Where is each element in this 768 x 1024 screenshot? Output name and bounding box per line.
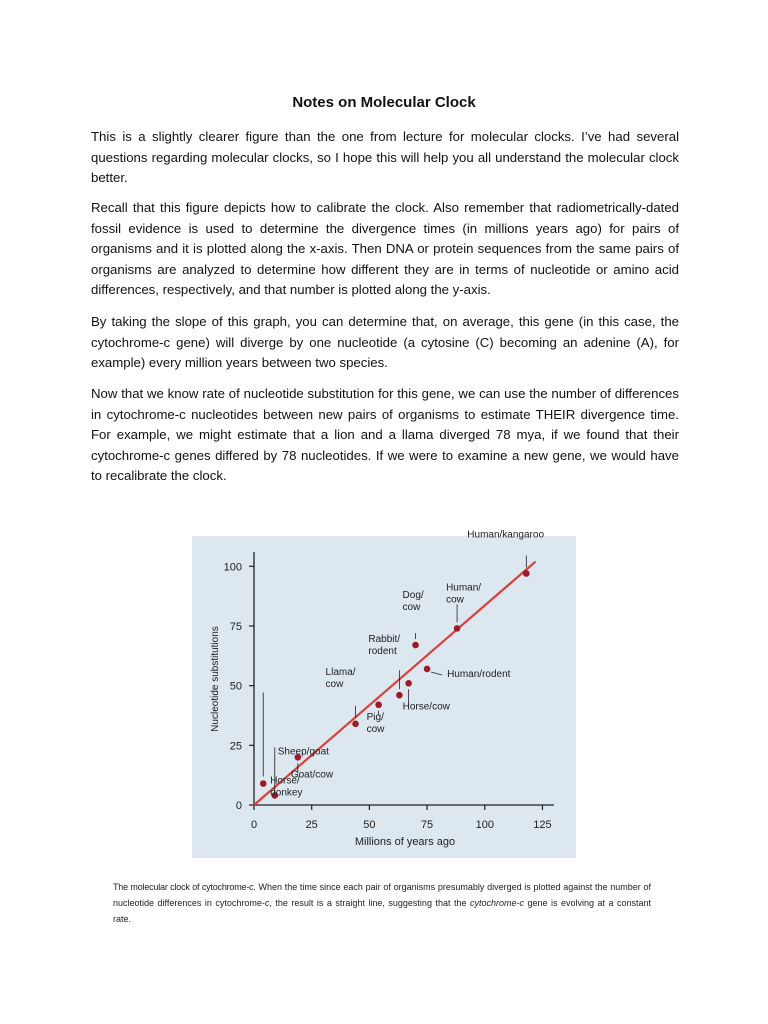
chart-y-tick-label: 0 (235, 800, 242, 812)
chart-x-axis-label: Millions of years ago (354, 836, 456, 848)
chart-point-label (367, 712, 386, 735)
chart-point-label (446, 582, 481, 605)
chart-point-label (326, 667, 356, 690)
paragraph-substitution-rate: Now that we know rate of nucleotide substitution for this gene, we can use the number of differences in cytochrome-c nucleotides between new pairs of organisms to estimate THEIR divergence time. For example, we might estimate that a lion and a llama diverged 78 mya, if we found that their cytochrome-c genes differed by 78 nucleotides. If we were to examine a new gene, we would have to recalibrate the clock. (91, 386, 679, 483)
chart-point-label-line: donkey (270, 787, 303, 799)
figure-caption (113, 879, 651, 927)
chart-point-label (278, 746, 329, 757)
chart-point-label-line: cow (402, 602, 421, 614)
caption-lead-italic: c. (249, 882, 256, 892)
chart-point-label (403, 701, 451, 712)
chart-y-tick-label: 100 (223, 561, 242, 574)
chart-point (412, 642, 419, 649)
chart-point (424, 666, 431, 673)
chart-point (405, 680, 412, 687)
chart-point-labels (270, 529, 544, 798)
chart-x-tick-label: 0 (250, 819, 258, 831)
chart-point-label-line: Pig/ (366, 711, 384, 723)
caption-part-3: gene is evolving at a constant rate. (113, 898, 652, 924)
chart-point-label (447, 669, 511, 680)
chart-y-axis-label: Nucleotide substitutions (210, 626, 221, 732)
chart-x-tick-label: 100 (475, 819, 494, 831)
chart-point (523, 570, 530, 577)
chart-point (396, 692, 403, 699)
chart-point-label-line: Goat/cow (290, 769, 334, 781)
chart-point-label-line: Horse/cow (402, 701, 450, 713)
chart-point-label-line: Rabbit/ (368, 634, 401, 646)
paragraph-slope: By taking the slope of this graph, you can determine that, on average, this gene (in this case, the cytochrome-c gene) will diverge by one nucleotide (a cytosine (C) becoming an adenine (A), for example) every million years between two species. (91, 314, 679, 370)
chart-x-tick-label: 125 (533, 819, 552, 831)
molecular-clock-chart (192, 529, 576, 858)
chart-point-label-line: Llama/ (325, 666, 356, 678)
paragraph-intro: This is a slightly clearer figure than the one from lecture for molecular clocks. I’ve had several questions regarding molecular clocks, so I hope this will help you all understand the molecular clock better. (91, 129, 679, 185)
caption-part-2: , the result is a straight line, suggesting that the (269, 898, 470, 908)
chart-point-label (291, 769, 334, 780)
chart-leader-line (431, 672, 442, 675)
chart-y-tick-label: 50 (229, 680, 242, 693)
chart-point-label-line: Human/kangaroo (467, 529, 545, 541)
chart-point-label (368, 634, 400, 657)
caption-italic-2: cytochrome-c (469, 898, 524, 908)
chart-point-label-line: rodent (368, 646, 397, 658)
chart-point-label-line: cow (325, 678, 344, 690)
chart-y-tick-label: 75 (229, 620, 242, 633)
caption-part-1: When the time since each pair of organisms presumably diverged is plotted against the number of nucleotide differences in cytochrome- (113, 882, 651, 908)
chart-point (454, 625, 461, 632)
caption-italic-1: c (264, 898, 270, 908)
chart-y-tick-label: 25 (229, 740, 242, 753)
chart-point-label-line: cow (366, 723, 385, 735)
chart-point-label-line: Dog/ (402, 590, 424, 602)
chart-point-label (467, 529, 544, 540)
chart-x-tick-label: 50 (363, 819, 376, 831)
chart-point (375, 701, 382, 708)
caption-lead: The molecular clock of cytochrome- (113, 882, 250, 892)
chart-point (260, 780, 267, 787)
paragraph-calibration: Recall that this figure depicts how to calibrate the clock. Also remember that radiometrically-dated fossil evidence is used to determine the divergence times (in millions years ago) for pairs of organisms and it is plotted along the x-axis. Then DNA or protein sequences from the same pairs of organisms are analyzed to determine how different they are in terms of nucleotide or amino acid differences, respectively, and that number is plotted along the y-axis. (91, 200, 679, 297)
chart-point-label-line: Human/rodent (447, 668, 511, 680)
page-title: Notes on Molecular Clock (292, 94, 476, 111)
chart-x-tick-label: 25 (305, 819, 318, 831)
chart-point-label-line: Human/ (446, 582, 482, 594)
chart-point-label-line: cow (446, 594, 464, 606)
chart-point-label-line: Sheep/goat (277, 746, 329, 758)
chart-point (352, 721, 359, 728)
molecular-clock-figure (192, 529, 576, 858)
chart-point-label (403, 590, 424, 613)
chart-x-tick-label: 75 (420, 819, 434, 831)
chart-point-label-line: Horse/ (270, 775, 300, 787)
